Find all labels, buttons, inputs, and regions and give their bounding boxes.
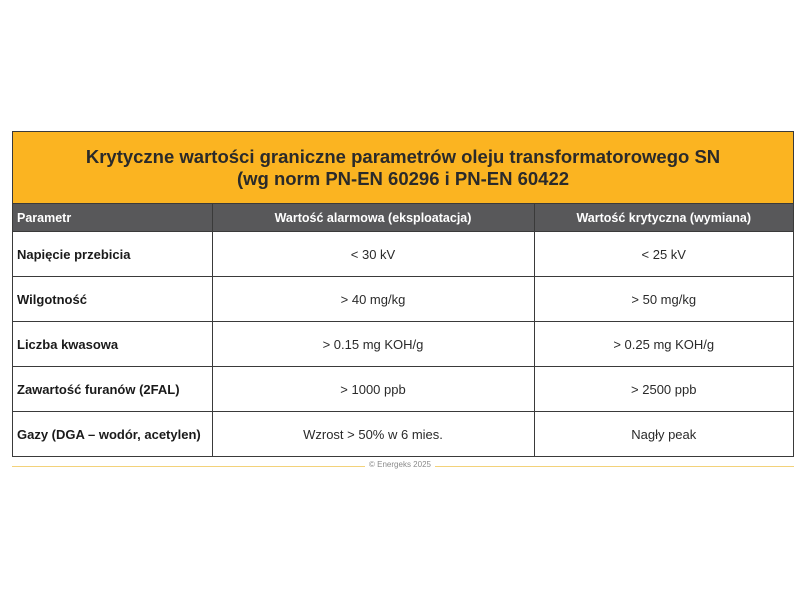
limits-table	[13, 204, 793, 456]
row-parameter: Wilgotność	[13, 277, 212, 322]
row-alarm-value: > 1000 ppb	[212, 367, 534, 412]
row-alarm-value: Wzrost > 50% w 6 mies.	[212, 412, 534, 457]
header-parametr: Parametr	[13, 204, 212, 232]
row-parameter: Gazy (DGA – wodór, acetylen)	[13, 412, 212, 457]
copyright-text: © Energeks 2025	[365, 460, 435, 469]
row-critical-value: > 0.25 mg KOH/g	[534, 322, 793, 367]
limits-table-card	[12, 131, 794, 457]
table-row	[13, 367, 793, 412]
row-alarm-value: > 0.15 mg KOH/g	[212, 322, 534, 367]
header-critical-value: Wartość krytyczna (wymiana)	[534, 204, 793, 232]
row-alarm-value: > 40 mg/kg	[212, 277, 534, 322]
row-critical-value: > 50 mg/kg	[534, 277, 793, 322]
table-title-line-2: (wg norm PN-EN 60296 i PN-EN 60422	[236, 167, 570, 189]
row-critical-value: > 2500 ppb	[534, 367, 793, 412]
table-header-row	[13, 204, 793, 232]
table-row	[13, 277, 793, 322]
row-parameter: Napięcie przebicia	[13, 232, 212, 277]
copyright-footer	[0, 460, 800, 469]
table-row	[13, 232, 793, 277]
table-row	[13, 412, 793, 457]
table-row	[13, 322, 793, 367]
row-parameter: Liczba kwasowa	[13, 322, 212, 367]
row-critical-value: Nagły peak	[534, 412, 793, 457]
header-alarm-value: Wartość alarmowa (eksploatacja)	[212, 204, 534, 232]
table-title-line-1: Krytyczne wartości graniczne parametrów oleju transformatorowego SN	[85, 145, 721, 167]
row-critical-value: < 25 kV	[534, 232, 793, 277]
row-alarm-value: < 30 kV	[212, 232, 534, 277]
title-banner	[13, 132, 793, 204]
row-parameter: Zawartość furanów (2FAL)	[13, 367, 212, 412]
